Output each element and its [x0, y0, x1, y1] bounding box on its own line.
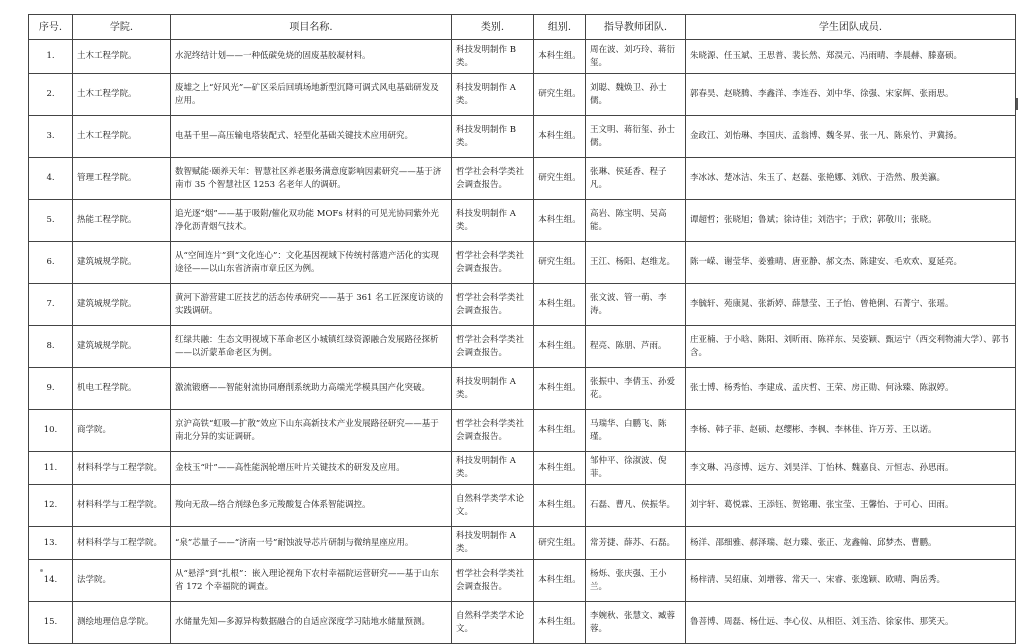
cell-group: 本科生组。	[534, 284, 586, 326]
page-edge-marker	[1016, 98, 1018, 110]
cell-group: 研究生组。	[534, 158, 586, 200]
table-row	[29, 452, 1016, 485]
cell-no: 10.	[29, 410, 73, 452]
cell-project: 羧向无敌—络合剂绿色多元羧酸复合体系智能调控。	[171, 485, 452, 527]
cell-teachers: 杨烁、张庆强、王小兰。	[586, 560, 686, 602]
header-group: 组别.	[534, 15, 586, 40]
cell-project: 追光逐“烟”——基于吸附/催化双功能 MOFs 材料的可见光协同紫外光净化沥青烟气技术。	[171, 200, 452, 242]
cell-students: 李文琳、冯彦博、远方、刘昊洋、丁怡林、魏嘉良、亓恒志、孙思雨。	[686, 452, 1016, 485]
cell-college: 管理工程学院。	[73, 158, 171, 200]
cell-college: 建筑城规学院。	[73, 242, 171, 284]
cell-teachers: 高岩、陈宝明、吴高能。	[586, 200, 686, 242]
table-row	[29, 116, 1016, 158]
cell-no: 2.	[29, 74, 73, 116]
table-row	[29, 326, 1016, 368]
cell-college: 建筑城规学院。	[73, 326, 171, 368]
table-row	[29, 410, 1016, 452]
table-row	[29, 40, 1016, 74]
cell-project: 金枝玉“叶”——高性能涡轮增压叶片关键技术的研发及应用。	[171, 452, 452, 485]
table-row	[29, 485, 1016, 527]
cell-group: 研究生组。	[534, 74, 586, 116]
cell-category: 哲学社会科学类社会调查报告。	[452, 242, 534, 284]
table-row	[29, 200, 1016, 242]
cell-category: 科技发明制作 B 类。	[452, 116, 534, 158]
page-corner-dot	[40, 569, 43, 572]
cell-project: 红绿共融：生态文明视域下革命老区小城镇红绿资源融合发展路径探析——以沂蒙革命老区为例。	[171, 326, 452, 368]
cell-college: 材料科学与工程学院。	[73, 485, 171, 527]
cell-students: 李毓轩、苑康晁、张新婷、薛慧莹、王子怡、曾艳俐、石菁宁、张瑶。	[686, 284, 1016, 326]
cell-teachers: 周在波、刘巧玲、蒋衍玺。	[586, 40, 686, 74]
cell-project: 从“空间连片”到“文化连心”：文化基因视域下传统村落遗产活化的实现途径——以山东省济南市章丘区为例。	[171, 242, 452, 284]
cell-students: 谭超哲；张晓旭；鲁斌；徐诗佳；刘浩宇；于欣；郭敬川；张晓。	[686, 200, 1016, 242]
cell-category: 科技发明制作 B 类。	[452, 40, 534, 74]
cell-students: 郭春昊、赵晓腾、李鑫洋、李连吞、刘中华、徐强、宋家辉、张雨思。	[686, 74, 1016, 116]
header-college: 学院.	[73, 15, 171, 40]
cell-category: 哲学社会科学类社会调查报告。	[452, 560, 534, 602]
cell-students: 金政江、刘怡琳、李国庆、孟翁博、魏冬昇、张一凡、陈泉竹、尹冀扬。	[686, 116, 1016, 158]
cell-category: 科技发明制作 A 类。	[452, 200, 534, 242]
cell-group: 研究生组。	[534, 527, 586, 560]
cell-no: 12.	[29, 485, 73, 527]
cell-group: 本科生组。	[534, 368, 586, 410]
cell-group: 研究生组。	[534, 242, 586, 284]
cell-group: 本科生组。	[534, 485, 586, 527]
cell-group: 本科生组。	[534, 602, 586, 644]
cell-teachers: 张琳、侯延香、程子凡。	[586, 158, 686, 200]
header-project: 项目名称.	[171, 15, 452, 40]
header-teachers: 指导教师团队.	[586, 15, 686, 40]
cell-category: 自然科学类学术论文。	[452, 485, 534, 527]
cell-project: 电基千里—高压输电塔装配式、轻型化基础关键技术应用研究。	[171, 116, 452, 158]
cell-college: 法学院。	[73, 560, 171, 602]
cell-group: 本科生组。	[534, 560, 586, 602]
header-no: 序号.	[29, 15, 73, 40]
cell-category: 科技发明制作 A 类。	[452, 527, 534, 560]
cell-college: 土木工程学院。	[73, 116, 171, 158]
cell-category: 哲学社会科学类社会调查报告。	[452, 410, 534, 452]
cell-teachers: 刘聪、魏焕卫、孙士儒。	[586, 74, 686, 116]
cell-no: 3.	[29, 116, 73, 158]
cell-no: 11.	[29, 452, 73, 485]
cell-category: 哲学社会科学类社会调查报告。	[452, 326, 534, 368]
cell-teachers: 程亮、陈朋、芦雨。	[586, 326, 686, 368]
cell-students: 朱晓源、任玉斌、王思普、裴长然、郑淏元、冯雨晴、李晨赫、滕嘉硕。	[686, 40, 1016, 74]
table-row	[29, 158, 1016, 200]
cell-college: 热能工程学院。	[73, 200, 171, 242]
cell-teachers: 常芳捷、薛苏、石磊。	[586, 527, 686, 560]
cell-group: 本科生组。	[534, 40, 586, 74]
cell-students: 刘宇轩、葛悦霖、王添钰、贺铭珊、张宝莹、王馨怡、于可心、田雨。	[686, 485, 1016, 527]
cell-students: 陈一嵘、谢莹华、姜雅晴、唐亚静、郝文杰、陈建安、毛欢欢、夏延亮。	[686, 242, 1016, 284]
cell-group: 本科生组。	[534, 452, 586, 485]
cell-college: 建筑城规学院。	[73, 284, 171, 326]
project-table	[28, 14, 1016, 644]
cell-no: 15.	[29, 602, 73, 644]
cell-students: 李冰冰、楚冰洁、朱玉了、赵磊、张艳娜、刘欣、于浩然、殷美瀛。	[686, 158, 1016, 200]
cell-teachers: 张文波、管一萌、李涛。	[586, 284, 686, 326]
cell-no: 14.	[29, 560, 73, 602]
table-row	[29, 527, 1016, 560]
cell-project: 水储量先知—多源异构数据融合的自适应深度学习陆地水储量预测。	[171, 602, 452, 644]
table-row	[29, 74, 1016, 116]
cell-group: 本科生组。	[534, 326, 586, 368]
cell-no: 4.	[29, 158, 73, 200]
table-row	[29, 368, 1016, 410]
cell-college: 机电工程学院。	[73, 368, 171, 410]
cell-students: 李杨、韩子菲、赵硕、赵缨彬、李枫、李林佳、许万芳、王以诺。	[686, 410, 1016, 452]
cell-group: 本科生组。	[534, 200, 586, 242]
cell-project: 黄河下游营建工匠技艺的活态传承研究——基于 361 名工匠深度访谈的实践调研。	[171, 284, 452, 326]
cell-category: 哲学社会科学类社会调查报告。	[452, 158, 534, 200]
cell-no: 6.	[29, 242, 73, 284]
cell-project: 水泥终结计划——一种低碳免烧的固废基胶凝材料。	[171, 40, 452, 74]
table-body	[29, 40, 1016, 644]
cell-no: 5.	[29, 200, 73, 242]
cell-teachers: 马瑞华、白鹏飞、陈瑾。	[586, 410, 686, 452]
table-row	[29, 602, 1016, 644]
cell-teachers: 邹仲平、徐淑波、倪菲。	[586, 452, 686, 485]
cell-teachers: 石磊、曹凡、侯振华。	[586, 485, 686, 527]
cell-college: 土木工程学院。	[73, 40, 171, 74]
cell-no: 1.	[29, 40, 73, 74]
header-row	[29, 15, 1016, 40]
cell-project: 数智赋能·颐养天年：智慧社区养老服务满意度影响因素研究——基于济南市 35 个智慧社区 1253 名老年人的调研。	[171, 158, 452, 200]
cell-category: 自然科学类学术论文。	[452, 602, 534, 644]
cell-category: 科技发明制作 A 类。	[452, 74, 534, 116]
cell-college: 土木工程学院。	[73, 74, 171, 116]
cell-no: 8.	[29, 326, 73, 368]
cell-students: 杨洋、邵细雅、郝泽瑞、赵力臻、张正、龙鑫翰、邱梦杰、曹鹏。	[686, 527, 1016, 560]
cell-teachers: 李婉秋、张慧文、臧蓉蓉。	[586, 602, 686, 644]
table-row	[29, 560, 1016, 602]
cell-project: “泉”芯量子——“济南一号”耐蚀波导芯片研制与微纳星座应用。	[171, 527, 452, 560]
table-row	[29, 284, 1016, 326]
cell-project: 京沪高铁“虹吸—扩散”效应下山东高新技术产业发展路径研究——基于南北分异的实证调研。	[171, 410, 452, 452]
header-students: 学生团队成员.	[686, 15, 1016, 40]
cell-no: 7.	[29, 284, 73, 326]
cell-students: 鲁菩博、周磊、杨仕远、李心仪、从相臣、刘玉浩、徐家伟、那笑天。	[686, 602, 1016, 644]
table-row	[29, 242, 1016, 284]
cell-students: 张士博、杨秀怡、李建成、孟庆哲、王荣、房正勋、何泳臻、陈淑婷。	[686, 368, 1016, 410]
cell-project: 废墟之上“好风光”—矿区采后回填场地新型沉降可调式风电基础研发及应用。	[171, 74, 452, 116]
cell-category: 哲学社会科学类社会调查报告。	[452, 284, 534, 326]
cell-students: 庄亚楠、于小晗、陈阳、刘昕雨、陈祥东、吴姿颖、甄运宁（西交利物浦大学）、郭书含。	[686, 326, 1016, 368]
header-category: 类别.	[452, 15, 534, 40]
cell-group: 本科生组。	[534, 116, 586, 158]
cell-no: 9.	[29, 368, 73, 410]
cell-group: 本科生组。	[534, 410, 586, 452]
cell-teachers: 王江、杨阳、赵维龙。	[586, 242, 686, 284]
cell-college: 材料科学与工程学院。	[73, 452, 171, 485]
cell-project: 激流锻磨——智能射流协同磨削系统助力高端光学模具国产化突破。	[171, 368, 452, 410]
results-table-container	[28, 14, 1015, 644]
cell-category: 科技发明制作 A 类。	[452, 368, 534, 410]
table-header	[29, 15, 1016, 40]
cell-students: 杨梓清、吴绍康、刘增蓉、常天一、宋睿、张逸颖、欧晴、陶岳秀。	[686, 560, 1016, 602]
cell-college: 测绘地理信息学院。	[73, 602, 171, 644]
cell-category: 科技发明制作 A 类。	[452, 452, 534, 485]
cell-teachers: 王文明、蒋衍玺、孙士儒。	[586, 116, 686, 158]
cell-project: 从“悬浮”到“扎根”：嵌入理论视角下农村幸福院运营研究——基于山东省 172 个幸福院的调查。	[171, 560, 452, 602]
cell-no: 13.	[29, 527, 73, 560]
cell-college: 材料科学与工程学院。	[73, 527, 171, 560]
cell-college: 商学院。	[73, 410, 171, 452]
cell-teachers: 张振中、李倩玉、孙爱花。	[586, 368, 686, 410]
